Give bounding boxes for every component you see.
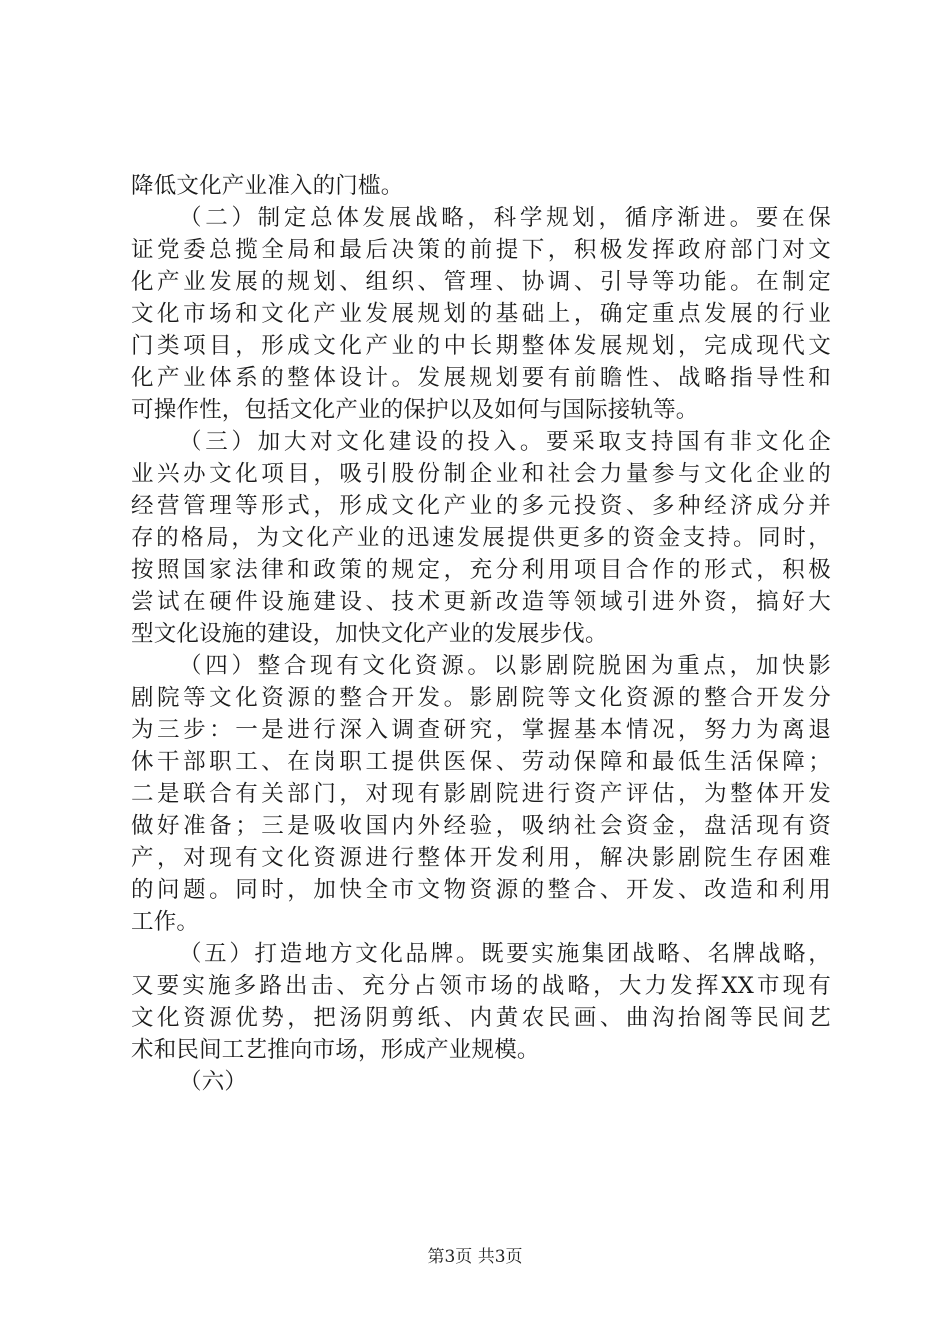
- text-line: 又要实施多路出击、充分占领市场的战略，大力发挥XX市现有: [131, 973, 831, 999]
- text-line: 化产业体系的整体设计。发展规划要有前瞻性、战略指导性和: [131, 365, 831, 391]
- text-line: 休干部职工、在岗职工提供医保、劳动保障和最低生活保障；: [131, 749, 831, 775]
- page-number-label: 第3页 共3页: [427, 1247, 523, 1267]
- paragraph-heading-line: （三）加大对文化建设的投入。要采取支持国有非文化企: [179, 429, 831, 455]
- text-line: 为三步：一是进行深入调查研究，掌握基本情况，努力为离退: [131, 717, 831, 743]
- paragraph-heading-line: （五）打造地方文化品牌。既要实施集团战略、名牌战略，: [179, 941, 831, 967]
- paragraph-heading-line: （六）: [179, 1069, 248, 1095]
- text-line: 降低文化产业准入的门槛。: [131, 173, 404, 199]
- text-line: 二是联合有关部门，对现有影剧院进行资产评估，为整体开发: [131, 781, 831, 807]
- text-line: 剧院等文化资源的整合开发。影剧院等文化资源的整合开发分: [131, 685, 831, 711]
- text-line: 门类项目，形成文化产业的中长期整体发展规划，完成现代文: [131, 333, 831, 359]
- paragraph-heading-line: （二）制定总体发展战略，科学规划，循序渐进。要在保: [179, 205, 831, 231]
- text-line: 做好准备；三是吸收国内外经验，吸纳社会资金，盘活现有资: [131, 813, 831, 839]
- text-line: 证党委总揽全局和最后决策的前提下，积极发挥政府部门对文: [131, 237, 831, 263]
- text-line: 术和民间工艺推向市场，形成产业规模。: [131, 1037, 540, 1063]
- text-line: 可操作性，包括文化产业的保护以及如何与国际接轨等。: [131, 397, 699, 423]
- text-line: 文化市场和文化产业发展规划的基础上，确定重点发展的行业: [131, 301, 831, 327]
- text-line: 产，对现有文化资源进行整体开发利用，解决影剧院生存困难: [131, 845, 831, 871]
- paragraph-heading-line: （四）整合现有文化资源。以影剧院脱困为重点，加快影: [179, 653, 831, 679]
- text-line: 经营管理等形式，形成文化产业的多元投资、多种经济成分并: [131, 493, 831, 519]
- text-line: 尝试在硬件设施建设、技术更新改造等领域引进外资，搞好大: [131, 589, 831, 615]
- document-body: [131, 170, 831, 1098]
- page-footer: [0, 1246, 950, 1268]
- text-line: 业兴办文化项目，吸引股份制企业和社会力量参与文化企业的: [131, 461, 831, 487]
- text-line: 化产业发展的规划、组织、管理、协调、引导等功能。在制定: [131, 269, 831, 295]
- text-line: 工作。: [131, 909, 200, 935]
- text-line: 的问题。同时，加快全市文物资源的整合、开发、改造和利用: [131, 877, 831, 903]
- text-line: 型文化设施的建设，加快文化产业的发展步伐。: [131, 621, 608, 647]
- text-line: 按照国家法律和政策的规定，充分利用项目合作的形式，积极: [131, 557, 831, 583]
- text-line: 存的格局，为文化产业的迅速发展提供更多的资金支持。同时，: [131, 525, 831, 551]
- text-line: 文化资源优势，把汤阴剪纸、内黄农民画、曲沟抬阁等民间艺: [131, 1005, 831, 1031]
